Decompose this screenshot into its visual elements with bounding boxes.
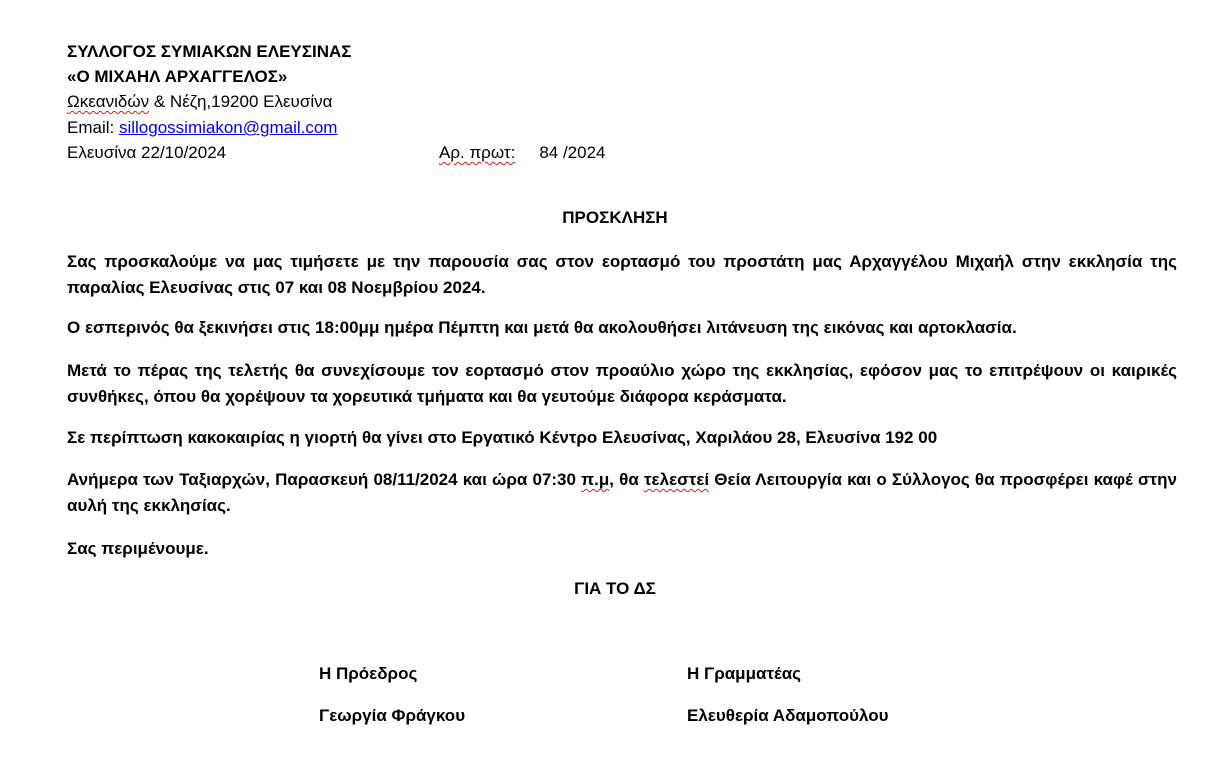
protocol-line	[439, 140, 606, 165]
document-title: ΠΡΟΣΚΛΗΣΗ	[562, 208, 668, 227]
protocol-number: 84 /2024	[539, 143, 606, 162]
paragraph-bad-weather: Σε περίπτωση κακοκαιρίας η γιορτή θα γίνει στο Εργατικό Κέντρο Ελευσίνας, Χαριλάου 28, Ελευσίνα 192 00	[67, 428, 938, 447]
board-label: ΓΙΑ ΤΟ ΔΣ	[574, 579, 656, 598]
secretary-title: Η Γραμματέας	[687, 664, 801, 683]
president-name: Γεωργία Φράγκου	[319, 706, 466, 725]
secretary-name: Ελευθερία Αδαμοπούλου	[687, 706, 889, 725]
liturgy-text-a: Ανήμερα των Ταξιαρχών, Παρασκευή 08/11/2024 και ώρα 07:30	[67, 470, 582, 489]
paragraph-invitation: Σας προσκαλούμε να μας τιμήσετε με την παρουσία σας στον εορτασμό του προστάτη μας Αρχαγγέλου Μιχαήλ στην εκκλησία της παραλίας Ελευσίνας στις 07 και 08 Νοεμβρίου 2024.	[67, 252, 1177, 297]
paragraph-liturgy	[67, 467, 1177, 519]
president-title: Η Πρόεδρος	[319, 664, 418, 683]
org-email-line	[67, 115, 337, 140]
liturgy-text-c: , θα	[609, 470, 644, 489]
paragraph-closing: Σας περιμένουμε.	[67, 539, 209, 558]
liturgy-verb: τελεστεί	[643, 470, 710, 489]
paragraph-vespers: Ο εσπερινός θα ξεκινήσει στις 18:00μμ ημέρα Πέμπτη και μετά θα ακολουθήσει λιτάνευση της εικόνας και αρτοκλασία.	[67, 318, 1017, 337]
email-label: Email:	[67, 118, 119, 137]
org-subtitle: «Ο ΜΙΧΑΗΛ ΑΡΧΑΓΓΕΛΟΣ»	[67, 67, 288, 86]
address-rest: & Νέζη,19200 Ελευσίνα	[149, 92, 333, 111]
org-name: ΣΥΛΛΟΓΟΣ ΣΥΜΙΑΚΩΝ ΕΛΕΥΣΙΝΑΣ	[67, 42, 352, 61]
email-link[interactable]: sillogossimiakon@gmail.com	[118, 118, 338, 137]
org-address	[67, 89, 332, 114]
liturgy-time-suffix: π.μ	[581, 470, 610, 489]
protocol-label: Αρ. πρωτ:	[439, 143, 516, 162]
place-date: Ελευσίνα 22/10/2024	[67, 143, 227, 162]
paragraph-celebration: Μετά το πέρας της τελετής θα συνεχίσουμε τον εορτασμό στον προαύλιο χώρο της εκκλησίας, εφόσον μας το επιτρέψουν οι καιρικές συνθήκες, όπου θα χορέψουν τα χορευτικά τμήματα και θα γευτούμε διάφορα κεράσματα.	[67, 361, 1177, 406]
address-street: Ωκεανιδών	[67, 92, 150, 111]
liturgy-text-e: Θεία Λειτουργία και ο Σύλλογος θα προσφέρει καφέ στην αυλή της εκκλησίας.	[67, 470, 1177, 515]
